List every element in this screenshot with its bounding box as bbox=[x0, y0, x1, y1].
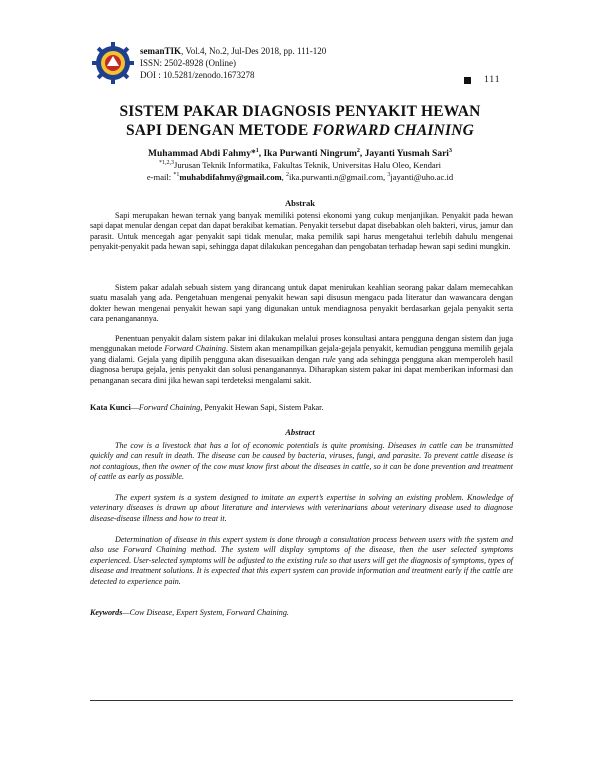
email-link[interactable]: ika.purwanti.n@gmail.com bbox=[288, 172, 384, 182]
abstract-paragraph: The expert system is a system designed to imitate an expert’s expertise in solving an existing problem. Knowledge of veterinary diseases is drawn up about literature and interviews with veterinarians about veterinary disease used to diagnose disease-disease illness and how to treat it. bbox=[90, 493, 513, 523]
author-list: Muhammad Abdi Fahmy*$^1$, Ika Purwanti Ningrum$^2$, Jayanti Yusmah Sari$^3$ bbox=[148, 148, 452, 160]
journal-doi[interactable]: DOI : 10.5281/zenodo.1673278 bbox=[140, 70, 255, 80]
abstract-heading: Abstract bbox=[285, 427, 315, 437]
abstrak-paragraph: Sapi merupakan hewan ternak yang banyak memiliki potensi ekonomi yang cukup menjanjikan. Penyakit pada hewan sapi dapat menular dengan cepat dan dapat berakibat kematian. Penyakit tersebut dapat disebabkan oleh bakteri, virus, jamur dan parasit. Untuk mencegah agar penyakit sapi tidak menular, maka pemilik sapi harus mengetahui terlebih dahulu mengenai penyakit-penyakit pada hewan sapi, sehingga dapat dilakukan pencegahan dan pengobatan terhadap hewan sapi sedini mungkin. bbox=[90, 211, 513, 252]
author-emails: e-mail: $^{*1}$muhabdifahmy@gmail.com, $^2$ika.purwanti.n@gmail.com, $^3$jayanti@uho.ac.id bbox=[146, 172, 454, 182]
journal-logo-icon bbox=[92, 42, 134, 84]
abstrak-heading: Abstrak bbox=[284, 198, 316, 208]
email-link[interactable]: muhabdifahmy@gmail.com bbox=[179, 172, 282, 182]
abstract-paragraph: The cow is a livestock that has a lot of economic potentials is quite promising. Diseases in cattle can be transmitted quickly and can result in death. The disease can be caused by bacteria, viruses, fungi, and parasite. To prevent cattle disease is not contagious, then the owner of the cow must know first about the diseases in cattle, so it can be done prevention and treatment of cattle as early as possible. bbox=[90, 441, 513, 482]
abstrak-paragraph: Sistem pakar adalah sebuah sistem yang dirancang untuk dapat menirukan keahlian seorang pakar dalam memecahkan suatu masalah yang ada. Pengetahuan mengenai penyakit hewan sapi disusun mengacu pada literatur dan wawancara dengan dokter hewan mengenai penyakit hewan sapi yang digunakan untuk mendiagnosa penyakit berdasarkan gejala penyakit serta cara penanganannya. bbox=[90, 283, 513, 324]
journal-citation: semanTIK, Vol.4, No.2, Jul-Des 2018, pp. 111-120 bbox=[140, 46, 327, 56]
kata-kunci: Kata Kunci—Forward Chaining, Penyakit Hewan Sapi, Sistem Pakar. bbox=[90, 403, 324, 412]
page-number: 111 bbox=[484, 75, 501, 85]
keywords: Keywords—Cow Disease, Expert System, Forward Chaining. bbox=[90, 608, 289, 617]
header-square-marker bbox=[464, 77, 471, 84]
email-link[interactable]: jayanti@uho.ac.id bbox=[390, 172, 454, 182]
footer-divider bbox=[90, 700, 513, 701]
paper-title: SISTEM PAKAR DIAGNOSIS PENYAKIT HEWAN SAPI DENGAN METODE FORWARD CHAINING bbox=[119, 103, 481, 139]
journal-header bbox=[140, 45, 326, 81]
abstrak-paragraph: Penentuan penyakit dalam sistem pakar ini dilakukan melalui proses konsultasi antara pengguna dengan sistem dan juga menggunakan metode Forward Chaining. Sistem akan menampilkan gejala-gejala penyakit, kemudian pengguna memilih gejala yang dialami. Gejala yang dipilih pengguna akan disesuaikan dengan rule yang ada sehingga pengguna akan memperoleh hasil diagnosa berupa gejala, jenis penyakit dan solusi penanganannya. Diharapkan sistem pakar ini dapat memberikan informasi dan penanganan secara dini jika hewan sapi terdeteksi mengalami sakit. bbox=[90, 334, 513, 385]
author-affiliation: $^{*1,2,3}$Jurusan Teknik Informatika, Fakultas Teknik, Universitas Halu Oleo, Kendari bbox=[159, 160, 441, 170]
abstract-paragraph: Determination of disease in this expert system is done through a consultation process between users with the system and also use Forward Chaining method. The system will display symptoms of the disease, then the user selected symptoms experienced. User-selected symptoms will be adjusted to the existing rule so that users will get the diagnosis of symptoms, types of disease and treatment solutions. It is expected that this expert system can provide information and treatment early if the cattle are detected to experience pain. bbox=[90, 535, 513, 586]
journal-issn: ISSN: 2502-8928 (Online) bbox=[140, 58, 236, 68]
